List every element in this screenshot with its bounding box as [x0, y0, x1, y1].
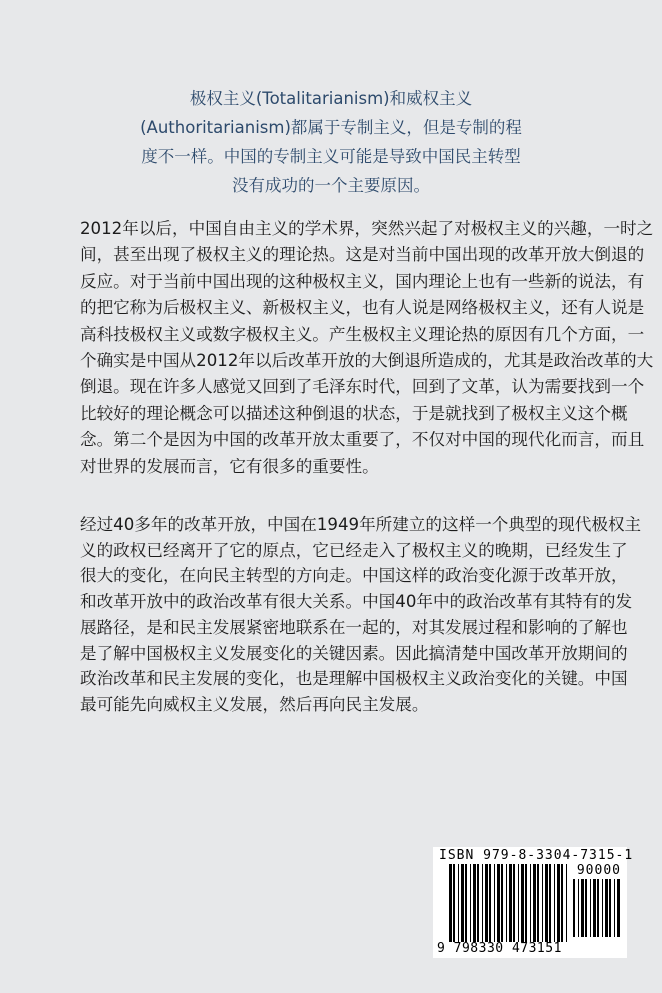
isbn-text: ISBN 979-8-3304-7315-1: [439, 848, 634, 863]
barcode-bar: [609, 879, 611, 937]
barcode-bar: [485, 864, 488, 942]
text-line: 最可能先向威权主义发展，然后再向民主发展。: [80, 694, 429, 714]
body-paragraph-1: [80, 216, 654, 480]
text-line: 政治改革和民主发展的变化，也是理解中国极权主义政治变化的关键。中国: [80, 669, 628, 689]
barcode-bar: [593, 879, 596, 937]
blurb-line: 没有成功的一个主要原因。: [232, 176, 430, 195]
barcode-bar: [518, 864, 519, 942]
text-line: 念。第二个是因为中国的改革开放太重要了，不仅对中国的现代化而言，而且: [80, 430, 645, 450]
text-line: 反应。对于当前中国出现的这种极权主义，国内理论上也有一些新的说法，有: [80, 271, 645, 291]
barcode-bar: [578, 879, 579, 937]
barcode-bar: [581, 879, 584, 937]
barcode-bar: [453, 864, 455, 942]
barcode-bar: [585, 879, 587, 937]
text-line: 经过40多年的改革开放，中国在1949年所建立的这样一个典型的现代极权主: [80, 515, 642, 534]
barcode-bar: [449, 864, 452, 942]
barcode-bar: [566, 864, 567, 942]
barcode-bar: [506, 864, 507, 942]
ean-digits: 9 798330 473151: [437, 941, 562, 956]
barcode-bar: [482, 864, 483, 942]
text-line: 很大的变化，在向民主转型的方向走。中国这样的政治变化源于改革开放，: [80, 566, 628, 586]
barcode-bar: [501, 864, 503, 942]
text-line: 倒退。现在许多人感觉又回到了毛泽东时代，回到了文革，认为需要找到一个: [80, 377, 645, 397]
barcode-bar: [458, 864, 459, 942]
barcode-bar: [557, 864, 560, 942]
barcode-bar: [530, 864, 531, 942]
barcode-bar: [465, 864, 467, 942]
barcode-bar: [542, 864, 543, 942]
barcode-bar: [470, 864, 471, 942]
barcode-bar: [537, 864, 539, 942]
blurb-line: (Authoritarianism)都属于专制主义，但是专制的程: [140, 118, 522, 137]
barcode-main-bars: [449, 864, 569, 942]
body-paragraph-2: [80, 512, 642, 718]
barcode-bar: [473, 864, 476, 942]
barcode-bar: [545, 864, 548, 942]
text-line: 展路径，是和民主发展紧密地联系在一起的，对其发展过程和影响的了解也: [80, 617, 628, 637]
text-line: 2012年以后，中国自由主义的学术界，突然兴起了对极权主义的兴趣，一时之: [80, 219, 654, 238]
barcode-bar: [477, 864, 479, 942]
barcode-bar: [461, 864, 464, 942]
barcode-bar: [509, 864, 512, 942]
barcode-bar: [521, 864, 524, 942]
barcode-bar: [489, 864, 491, 942]
barcode-bar: [617, 879, 620, 937]
text-line: 高科技极权主义或数字极权主义。产生极权主义理论热的原因有几个方面，一: [80, 324, 645, 344]
barcode-bar: [513, 864, 515, 942]
text-line: 个确实是中国从2012年以后改革开放的大倒退所造成的，尤其是政治改革的大: [80, 351, 654, 371]
barcode-bar: [554, 864, 555, 942]
text-line: 是了解中国极权主义发展变化的关键因素。因此搞清楚中国改革开放期间的: [80, 643, 628, 663]
barcode-bar: [533, 864, 536, 942]
barcode-bar: [602, 879, 603, 937]
barcode-bar: [597, 879, 599, 937]
barcode-bar: [614, 879, 615, 937]
blurb-line: 极权主义(Totalitarianism)和威权主义: [189, 89, 473, 108]
isbn-barcode: [433, 847, 634, 958]
barcode-bar: [549, 864, 551, 942]
barcode-bar: [573, 879, 575, 937]
barcode-addon-bars: [573, 879, 623, 937]
barcode-bar: [561, 864, 563, 942]
text-line: 对世界的发展而言，它有很多的重要性。: [80, 456, 379, 476]
text-line: 间，甚至出现了极权主义的理论热。这是对当前中国出现的改革开放大倒退的: [80, 245, 645, 265]
barcode-bar: [497, 864, 500, 942]
text-line: 义的政权已经离开了它的原点，它已经走入了极权主义的晚期，已经发生了: [80, 540, 628, 560]
text-line: 的把它称为后极权主义、新极权主义，也有人说是网络极权主义，还有人说是: [80, 298, 645, 318]
barcode-bar: [525, 864, 527, 942]
barcode-bar: [605, 879, 608, 937]
price-code: 90000: [576, 863, 621, 878]
blurb-line: 度不一样。中国的专制主义可能是导致中国民主转型: [141, 147, 521, 166]
barcode-bar: [590, 879, 591, 937]
text-line: 和改革开放中的政治改革有很大关系。中国40年中的政治改革有其特有的发: [80, 592, 633, 612]
text-line: 比较好的理论概念可以描述这种倒退的状态，于是就找到了极权主义这个概: [80, 403, 628, 423]
back-cover-blurb: [0, 84, 662, 200]
barcode-bar: [494, 864, 495, 942]
